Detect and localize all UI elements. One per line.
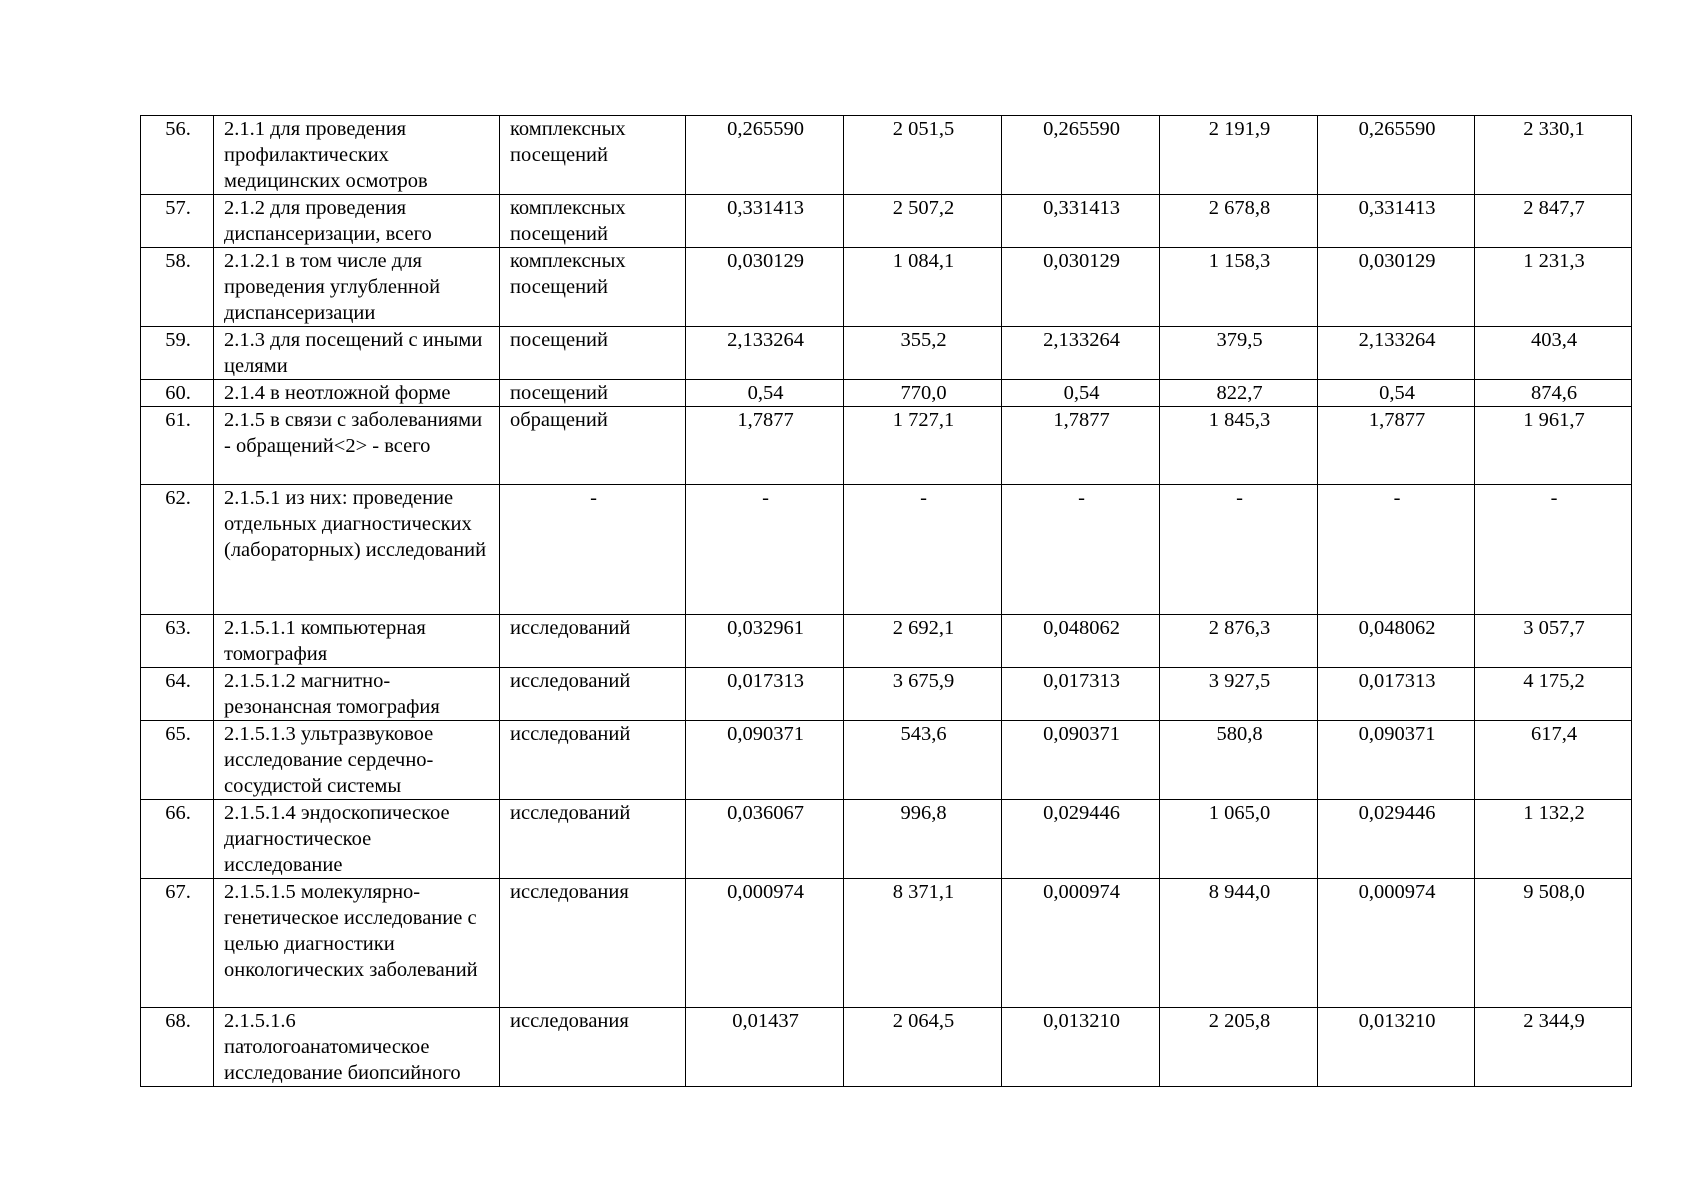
row-value: 2 064,5 bbox=[844, 1008, 1002, 1087]
row-value: 0,090371 bbox=[1318, 721, 1475, 800]
table-row bbox=[141, 195, 1632, 248]
row-value: 403,4 bbox=[1475, 327, 1632, 380]
row-name: 2.1.2 для проведения диспансеризации, всего bbox=[214, 195, 500, 248]
row-name: 2.1.5.1 из них: проведение отдельных диагностических (лабораторных) исследований bbox=[214, 485, 500, 615]
row-value: 0,090371 bbox=[1002, 721, 1160, 800]
row-number: 62. bbox=[141, 485, 214, 615]
row-unit: посещений bbox=[500, 380, 686, 407]
row-value: 0,331413 bbox=[686, 195, 844, 248]
row-value: 2 344,9 bbox=[1475, 1008, 1632, 1087]
row-value: 0,265590 bbox=[1002, 116, 1160, 195]
row-value: 2 876,3 bbox=[1160, 615, 1318, 668]
row-unit: посещений bbox=[500, 327, 686, 380]
row-value: - bbox=[1318, 485, 1475, 615]
row-number: 56. bbox=[141, 116, 214, 195]
row-value: 2 051,5 bbox=[844, 116, 1002, 195]
row-value: 8 371,1 bbox=[844, 879, 1002, 1008]
row-value: 9 508,0 bbox=[1475, 879, 1632, 1008]
row-number: 68. bbox=[141, 1008, 214, 1087]
row-value: 770,0 bbox=[844, 380, 1002, 407]
row-value: - bbox=[1160, 485, 1318, 615]
row-value: 3 675,9 bbox=[844, 668, 1002, 721]
row-value: 2 847,7 bbox=[1475, 195, 1632, 248]
row-value: 379,5 bbox=[1160, 327, 1318, 380]
table-row bbox=[141, 380, 1632, 407]
row-unit: - bbox=[500, 485, 686, 615]
row-value: 0,032961 bbox=[686, 615, 844, 668]
row-name: 2.1.2.1 в том числе для проведения углубленной диспансеризации bbox=[214, 248, 500, 327]
row-value: 0,017313 bbox=[1318, 668, 1475, 721]
row-value: 0,017313 bbox=[1002, 668, 1160, 721]
row-name: 2.1.4 в неотложной форме bbox=[214, 380, 500, 407]
table-row bbox=[141, 668, 1632, 721]
row-value: 0,265590 bbox=[1318, 116, 1475, 195]
row-number: 60. bbox=[141, 380, 214, 407]
row-name: 2.1.5.1.5 молекулярно-генетическое исследование с целью диагностики онкологических заболеваний bbox=[214, 879, 500, 1008]
row-value: 1 727,1 bbox=[844, 407, 1002, 485]
row-number: 63. bbox=[141, 615, 214, 668]
row-name: 2.1.5.1.1 компьютерная томография bbox=[214, 615, 500, 668]
row-value: 0,54 bbox=[686, 380, 844, 407]
row-value: 8 944,0 bbox=[1160, 879, 1318, 1008]
row-value: 874,6 bbox=[1475, 380, 1632, 407]
row-value: 0,090371 bbox=[686, 721, 844, 800]
row-value: 1 961,7 bbox=[1475, 407, 1632, 485]
table-row bbox=[141, 327, 1632, 380]
row-value: 1,7877 bbox=[686, 407, 844, 485]
table-row bbox=[141, 485, 1632, 615]
row-unit: исследований bbox=[500, 721, 686, 800]
row-value: 0,331413 bbox=[1318, 195, 1475, 248]
row-value: 2 330,1 bbox=[1475, 116, 1632, 195]
row-value: 0,030129 bbox=[686, 248, 844, 327]
row-number: 66. bbox=[141, 800, 214, 879]
row-value: 1 084,1 bbox=[844, 248, 1002, 327]
row-value: 1 158,3 bbox=[1160, 248, 1318, 327]
row-name: 2.1.1 для проведения профилактических медицинских осмотров bbox=[214, 116, 500, 195]
row-value: 617,4 bbox=[1475, 721, 1632, 800]
row-value: 2,133264 bbox=[1318, 327, 1475, 380]
row-number: 64. bbox=[141, 668, 214, 721]
row-number: 61. bbox=[141, 407, 214, 485]
row-name: 2.1.5.1.2 магнитно-резонансная томография bbox=[214, 668, 500, 721]
row-number: 65. bbox=[141, 721, 214, 800]
row-value: 3 057,7 bbox=[1475, 615, 1632, 668]
row-value: 2,133264 bbox=[686, 327, 844, 380]
row-value: 1 231,3 bbox=[1475, 248, 1632, 327]
row-value: 0,54 bbox=[1002, 380, 1160, 407]
row-value: 2 205,8 bbox=[1160, 1008, 1318, 1087]
row-value: 2,133264 bbox=[1002, 327, 1160, 380]
row-value: 0,048062 bbox=[1002, 615, 1160, 668]
row-unit: комплексных посещений bbox=[500, 116, 686, 195]
row-value: 0,029446 bbox=[1002, 800, 1160, 879]
row-name: 2.1.3 для посещений с иными целями bbox=[214, 327, 500, 380]
row-value: 4 175,2 bbox=[1475, 668, 1632, 721]
row-name: 2.1.5.1.4 эндоскопическое диагностическое исследование bbox=[214, 800, 500, 879]
row-value: 0,036067 bbox=[686, 800, 844, 879]
row-value: 543,6 bbox=[844, 721, 1002, 800]
row-value: 0,54 bbox=[1318, 380, 1475, 407]
row-unit: исследования bbox=[500, 879, 686, 1008]
row-unit: комплексных посещений bbox=[500, 195, 686, 248]
row-value: 580,8 bbox=[1160, 721, 1318, 800]
row-unit: комплексных посещений bbox=[500, 248, 686, 327]
table-row bbox=[141, 248, 1632, 327]
row-value: 0,030129 bbox=[1318, 248, 1475, 327]
row-unit: исследований bbox=[500, 615, 686, 668]
row-unit: исследований bbox=[500, 668, 686, 721]
row-number: 59. bbox=[141, 327, 214, 380]
row-value: 0,017313 bbox=[686, 668, 844, 721]
row-value: 3 927,5 bbox=[1160, 668, 1318, 721]
row-name: 2.1.5 в связи с заболеваниями - обращений<2> - всего bbox=[214, 407, 500, 485]
row-value: - bbox=[686, 485, 844, 615]
row-value: 0,331413 bbox=[1002, 195, 1160, 248]
row-value: 0,000974 bbox=[1318, 879, 1475, 1008]
table-row bbox=[141, 116, 1632, 195]
row-value: 0,013210 bbox=[1318, 1008, 1475, 1087]
row-value: 0,013210 bbox=[1002, 1008, 1160, 1087]
table-row bbox=[141, 615, 1632, 668]
row-value: 0,265590 bbox=[686, 116, 844, 195]
row-unit: обращений bbox=[500, 407, 686, 485]
row-value: 1 132,2 bbox=[1475, 800, 1632, 879]
row-number: 67. bbox=[141, 879, 214, 1008]
row-value: 0,029446 bbox=[1318, 800, 1475, 879]
row-value: - bbox=[844, 485, 1002, 615]
row-value: 996,8 bbox=[844, 800, 1002, 879]
table-row bbox=[141, 721, 1632, 800]
row-value: 2 678,8 bbox=[1160, 195, 1318, 248]
row-value: 2 507,2 bbox=[844, 195, 1002, 248]
row-value: 822,7 bbox=[1160, 380, 1318, 407]
row-value: - bbox=[1002, 485, 1160, 615]
row-unit: исследования bbox=[500, 1008, 686, 1087]
row-value: 0,048062 bbox=[1318, 615, 1475, 668]
row-value: 355,2 bbox=[844, 327, 1002, 380]
row-number: 58. bbox=[141, 248, 214, 327]
row-value: 1 065,0 bbox=[1160, 800, 1318, 879]
row-value: 2 191,9 bbox=[1160, 116, 1318, 195]
row-value: 1,7877 bbox=[1002, 407, 1160, 485]
norms-table bbox=[140, 115, 1632, 1087]
row-value: 1,7877 bbox=[1318, 407, 1475, 485]
row-name: 2.1.5.1.6 патологоанатомическое исследование биопсийного bbox=[214, 1008, 500, 1087]
row-value: 0,000974 bbox=[1002, 879, 1160, 1008]
row-value: 2 692,1 bbox=[844, 615, 1002, 668]
table-row bbox=[141, 800, 1632, 879]
table-row bbox=[141, 1008, 1632, 1087]
table-row bbox=[141, 879, 1632, 1008]
row-unit: исследований bbox=[500, 800, 686, 879]
row-value: 0,000974 bbox=[686, 879, 844, 1008]
row-number: 57. bbox=[141, 195, 214, 248]
table-row bbox=[141, 407, 1632, 485]
row-name: 2.1.5.1.3 ультразвуковое исследование сердечно-сосудистой системы bbox=[214, 721, 500, 800]
row-value: 0,030129 bbox=[1002, 248, 1160, 327]
row-value: 1 845,3 bbox=[1160, 407, 1318, 485]
row-value: 0,01437 bbox=[686, 1008, 844, 1087]
row-value: - bbox=[1475, 485, 1632, 615]
